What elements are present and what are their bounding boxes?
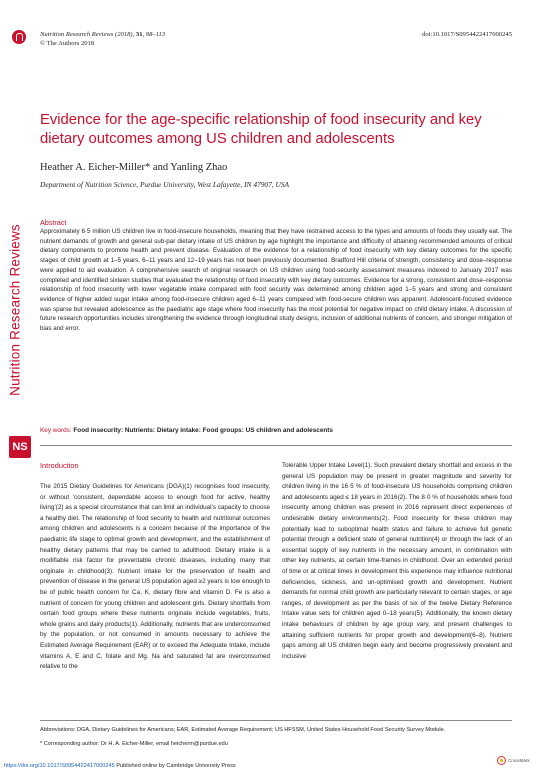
body-paragraph: The 2015 Dietary Guidelines for Americans (DGA)(1) recognises food insecurity, or without ‘consistent, dependable access to enough food for active, healthy living’(2) as a special circumstance that can limit an individual’s capacity to choose a healthy diet. The relationship of food security to health and nutritional outcomes among children and adolescents is a concern because of the importance of the paediatric life stage to optimal growth and development, and the establishment of healthy dietary patterns that may be carried to adulthood. Dietary intake is a modifiable risk factor for preventable chronic diseases, including many that originate in childhood(3). Nutrient intake for the preservation of health and prevention of disease in the general US population aged ≥2 years is low enough to be of public health concern for Ca, K, dietary fibre and vitamin D. Fe is also a nutrient of concern for young children and adolescent girls. Dietary shortfalls from certain food groups where these nutrients originate include vegetables, fruits, whole grains and dairy products(1). Additionally, nutrients that are underconsumed by the population, or not consumed in amounts necessary to achieve the Estimated Average Requirement (EAR) or to exceed the Adequate Intake, include vitamins A, E and C, folate and Mg. Na and saturated fat are overconsumed relative to the: [40, 483, 270, 671]
footer-published: Published online by Cambridge University Press: [114, 763, 236, 769]
page-footer: [4, 763, 236, 769]
open-access-icon: [12, 30, 26, 44]
body-column-left: [40, 461, 270, 673]
citation-volume: 31: [135, 31, 143, 38]
affiliation: Department of Nutrition Science, Purdue University, West Lafayette, IN 47907, USA: [40, 180, 290, 189]
abbreviations: Abbreviations: DGA, Dietary Guidelines for Americans; EAR, Estimated Average Requirement; US HFSSM, United States Household Food Security Survey Module.: [40, 727, 446, 733]
sidebar: [0, 0, 34, 777]
crossmark-label: CrossMark: [508, 757, 530, 763]
sidebar-journal-name: [0, 190, 30, 430]
corresponding-author: * Corresponding author: Dr H. A. Eicher-Miller, email heicherm@purdue.edu: [40, 741, 228, 747]
copyright: © The Authors 2018: [40, 40, 95, 47]
journal-logo: NS: [9, 436, 31, 458]
header-doi[interactable]: doi:10.1017/S0954422417000245: [422, 31, 512, 38]
page-header: [40, 30, 512, 48]
footnote-divider: [40, 720, 512, 721]
body-column-right: [282, 461, 512, 662]
keywords-terms: Food insecurity: Nutrients: Dietary intake: Food groups: US children and adolescents: [73, 427, 333, 434]
citation-year: (2018),: [115, 31, 136, 38]
citation-pages: , 98–113: [142, 31, 166, 38]
authors: Heather A. Eicher-Miller* and Yanling Zhao: [40, 162, 228, 173]
crossmark-icon: [497, 756, 506, 765]
abstract-text: Approximately 6·5 million US children live in food-insecure households, meaning that they have restrained access to the types and amounts of foods they usually eat. The nutrient demands of growth and general sub-par dietary intake of US children by age highlight the importance and difficulty of attaining recommended amounts of critical dietary components to promote health and prevent disease. Evaluation of the evidence for a relationship of food insecurity with key dietary outcomes for the specific stages of child growth at 1–5 years, 6–11 years and 12–19 years has not been previously documented. Bradford Hill criteria of strength, consistency and dose–response were applied to aid evaluation. A comprehensive search of original research on US children using food-security assessment measures indexed to January 2017 was completed and identified sixteen studies that evaluated the relationship of food insecurity with key dietary outcomes. Evidence for a strong, consistent and dose–response relationship of food insecurity with lower vegetable intake compared with food security was determined among children aged 1–5 years and strong and consistent evidence of higher added sugar intake among food-insecure children aged 6–11 years compared with food-secure children was apparent. Adolescent-focused evidence was sparse but revealed adolescence as the paediatric age stage where food insecurity has the most potential for negative impact on child dietary intake. A discussion of future research opportunities includes strengthening the evidence through longitudinal study designs, inclusion of additional nutrients of concern, and stronger mitigation of bias and error.: [40, 228, 512, 333]
body-paragraph: Tolerable Upper Intake Level(1). Such prevalent dietary shortfall and excess in the general US population may be present in greater magnitude and severity for children living in the 16·5 % of food-insecure US households comprising children and adolescents aged ≤ 18 years in 2016(2). The 8·0 % of households where food insecurity among children was present in 2016 represent direct experiences of undesirable dietary environments(2). Food insecurity for these children may potentially lead to suboptimal health status and failure to achieve full genetic potential through a deficient state of general nutrition(4) or through the lack of an essential supply of key nutrients in the necessary amount, in combination with other key nutrients, at certain time-frames in childhood. Over an extended period of time or at critical times in development this experience may influence nutritional deficiencies, sickness, and un-optimised growth and development. Nutrient demands for normal child growth are particularly relevant to certain stages, or age ranges, of development as per the basis of six of the twelve Dietary Reference Intake value sets for children aged 0–18 years(5). Additionally, the known dietary intake behaviours of children by age group vary, and present challenges to attaining sufficient nutrients for proper growth and development(6–8). Nutrient gaps among all US children begin early and become progressively prevalent and inclusive: [282, 462, 512, 660]
abstract-heading: Abstract: [40, 218, 67, 227]
crossmark-button[interactable]: [497, 753, 537, 767]
intro-heading: Introduction: [40, 461, 79, 470]
citation: [40, 30, 165, 39]
article-title: Evidence for the age-specific relationship of food insecurity and key dietary outcomes among US children and adolescents: [40, 112, 482, 147]
keywords-label: Key words:: [40, 427, 74, 434]
sidebar-journal-label: Nutrition Research Reviews: [7, 224, 23, 396]
divider: [40, 445, 512, 446]
footer-doi-link[interactable]: https://doi.org/10.1017/S0954422417000245: [4, 763, 115, 769]
keywords: [40, 427, 512, 434]
journal-name: Nutrition Research Reviews: [40, 31, 114, 38]
